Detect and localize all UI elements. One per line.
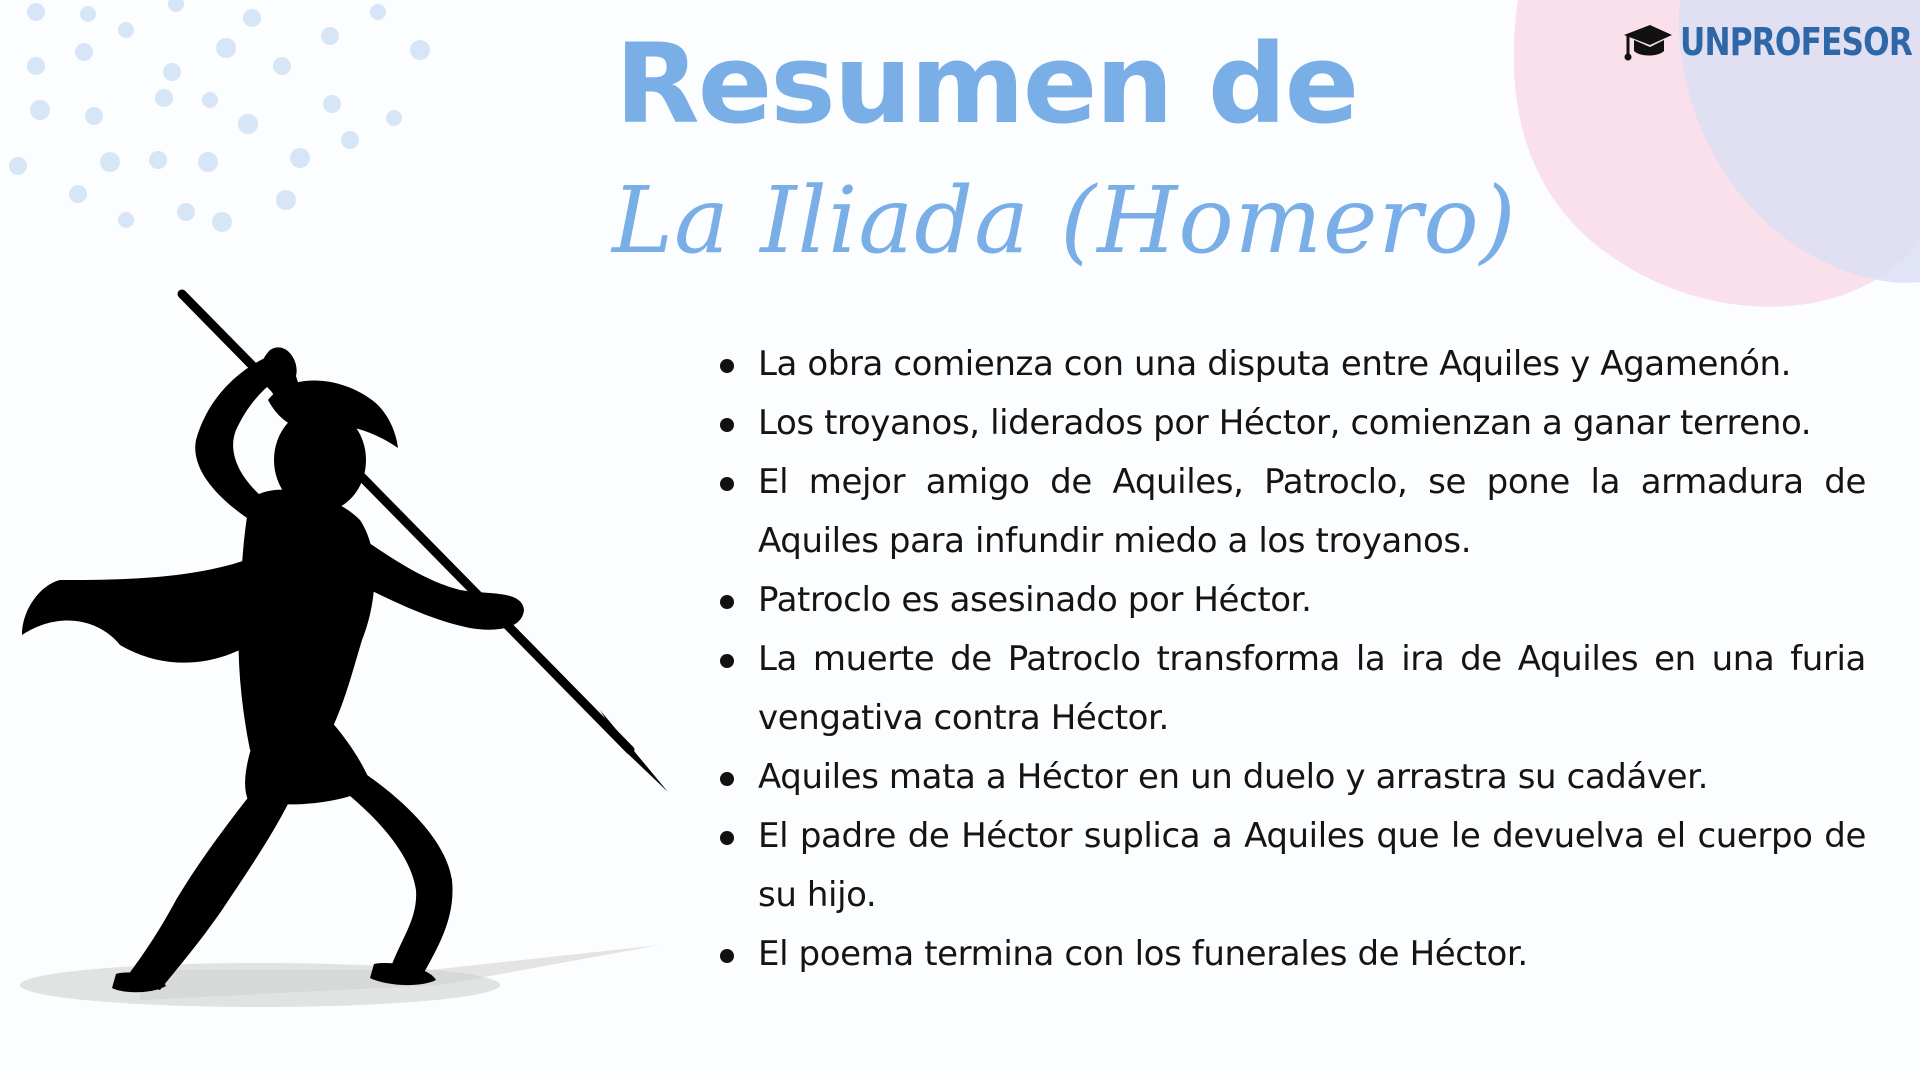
bullet-icon	[720, 772, 734, 786]
list-item	[720, 748, 1866, 807]
list-item-text: El mejor amigo de Aquiles, Patroclo, se pone la armadura de Aquiles para infundir miedo a los troyanos.	[758, 462, 1866, 561]
list-item-text: La muerte de Patroclo transforma la ira de Aquiles en una furia vengativa contra Héctor.	[758, 639, 1866, 738]
graduation-cap-icon	[1622, 21, 1674, 63]
decorative-dots	[0, 0, 460, 260]
list-item	[720, 925, 1866, 984]
page-title: Resumen de	[615, 20, 1358, 148]
list-item	[720, 394, 1866, 453]
list-item-text: Aquiles mata a Héctor en un duelo y arrastra su cadáver.	[758, 757, 1709, 797]
page-subtitle: La Iliada (Homero)	[612, 167, 1517, 274]
bullet-icon	[720, 477, 734, 491]
bullet-icon	[720, 654, 734, 668]
bullet-icon	[720, 418, 734, 432]
list-item-text: Patroclo es asesinado por Héctor.	[758, 580, 1312, 620]
unprofesor-logo[interactable]	[1622, 18, 1920, 66]
list-item	[720, 807, 1866, 925]
summary-list	[720, 335, 1866, 984]
spartan-warrior-silhouette-icon	[0, 280, 680, 1040]
list-item	[720, 453, 1866, 571]
bullet-icon	[720, 359, 734, 373]
list-item-text: El poema termina con los funerales de Héctor.	[758, 934, 1528, 974]
list-item-text: El padre de Héctor suplica a Aquiles que le devuelva el cuerpo de su hijo.	[758, 816, 1866, 915]
list-item	[720, 571, 1866, 630]
bullet-icon	[720, 949, 734, 963]
logo-text: UNPROFESOR	[1680, 20, 1913, 64]
bullet-icon	[720, 595, 734, 609]
list-item	[720, 335, 1866, 394]
list-item-text: La obra comienza con una disputa entre Aquiles y Agamenón.	[758, 344, 1792, 384]
list-item	[720, 630, 1866, 748]
bullet-icon	[720, 831, 734, 845]
list-item-text: Los troyanos, liderados por Héctor, comienzan a ganar terreno.	[758, 403, 1812, 443]
